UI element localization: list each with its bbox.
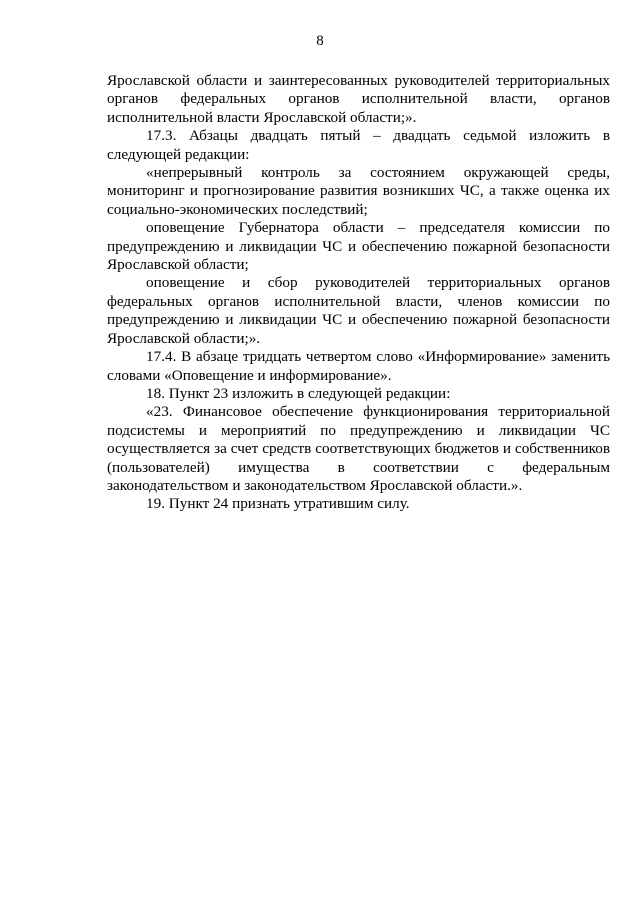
- paragraph-18: 18. Пункт 23 изложить в следующей редакции:: [146, 384, 451, 402]
- paragraph-23-financing: «23. Финансовое обеспечение функционирования территориальной подсистемы и мероприятий по предупреждению и ликвидации ЧС осуществляется за счет средств соответствующих бюджетов и собственников (пользователей) имущества в соответствии с федеральным законодательством и законодательством Ярославской области.».: [107, 403, 610, 494]
- paragraph-19: 19. Пункт 24 признать утратившим силу.: [146, 495, 410, 513]
- paragraph-monitoring: «непрерывный контроль за состоянием окружающей среды, мониторинг и прогнозирование развития возникших ЧС, а также оценка их социально-экономических последствий;: [107, 164, 610, 218]
- paragraph-17-3: 17.3. Абзацы двадцать пятый – двадцать седьмой изложить в следующей редакции:: [107, 127, 610, 163]
- paragraph-governor-notification: оповещение Губернатора области – председателя комиссии по предупреждению и ликвидации ЧС и обеспечению пожарной безопасности Ярославской области;: [107, 219, 610, 274]
- paragraph-continuation: Ярославской области и заинтересованных руководителей территориальных органов федеральных органов исполнительной власти, органов исполнительной власти Ярославской области;».: [107, 72, 610, 126]
- document-body: [107, 72, 610, 514]
- paragraph-leaders-notification: оповещение и сбор руководителей территориальных органов федеральных органов исполнительной власти, членов комиссии по предупреждению и ликвидации ЧС и обеспечению пожарной безопасности Ярославской области;».: [107, 274, 610, 347]
- page-number: 8: [316, 33, 324, 49]
- paragraph-17-4: 17.4. В абзаце тридцать четвертом слово «Информирование» заменить словами «Оповещение и информирование».: [107, 348, 610, 384]
